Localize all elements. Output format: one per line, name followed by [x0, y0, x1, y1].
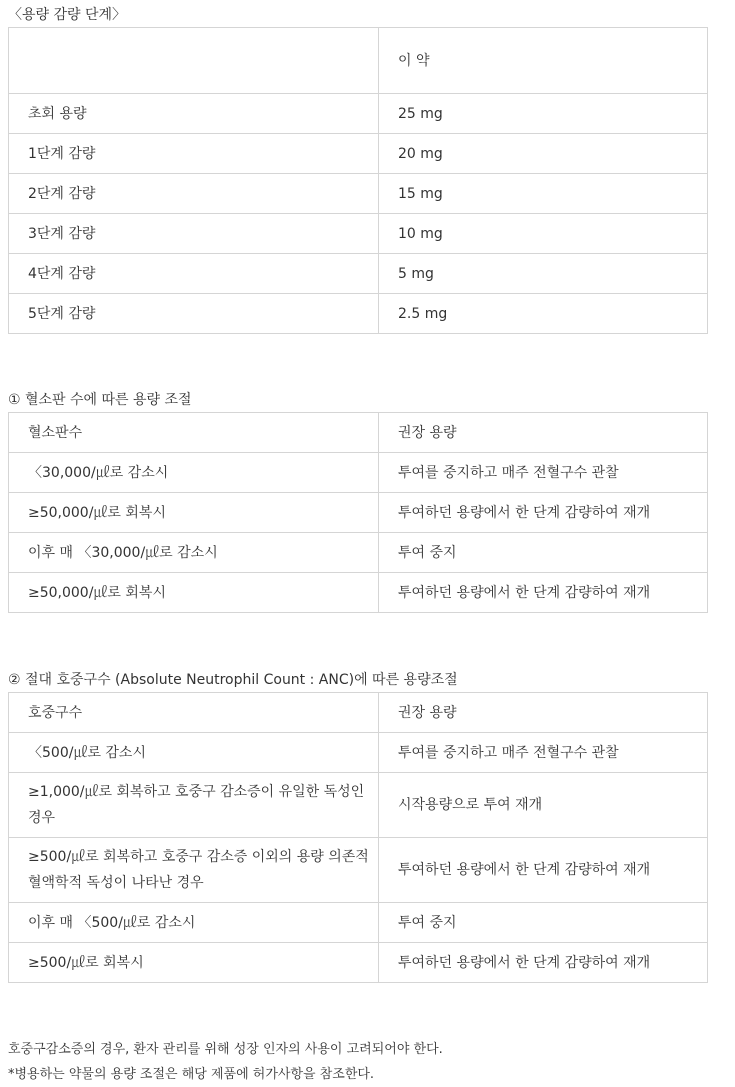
- step-label: 5단계 감량: [9, 294, 379, 334]
- note-concomitant: *병용하는 약물의 용량 조절은 해당 제품에 허가사항을 참조한다.: [8, 1067, 375, 1082]
- table-header-row: [9, 693, 708, 733]
- table-row: [9, 134, 708, 174]
- table-row: [9, 733, 708, 773]
- step-label: 1단계 감량: [9, 134, 379, 174]
- dose-cell: 시작용량으로 투여 재개: [379, 773, 708, 838]
- table-row: [9, 903, 708, 943]
- platelet-table: [8, 412, 708, 613]
- header-cell: 권장 용량: [379, 413, 708, 453]
- table-header-row: [9, 28, 708, 94]
- step-label: 4단계 감량: [9, 254, 379, 294]
- condition-cell: ≥50,000/㎕로 회복시: [9, 573, 379, 613]
- step-dose: 20 mg: [379, 134, 708, 174]
- step-label: 2단계 감량: [9, 174, 379, 214]
- dose-steps-caption: 〈용량 감량 단계〉: [8, 7, 127, 23]
- anc-caption: ② 절대 호중구수 (Absolute Neutrophil Count : ANC)에 따른 용량조절: [8, 672, 458, 688]
- header-cell: 이 약: [379, 28, 708, 94]
- step-dose: 15 mg: [379, 174, 708, 214]
- condition-cell: 이후 매 〈30,000/㎕로 감소시: [9, 533, 379, 573]
- step-dose: 5 mg: [379, 254, 708, 294]
- dose-cell: 투여를 중지하고 매주 전혈구수 관찰: [379, 733, 708, 773]
- table-row: [9, 943, 708, 983]
- table-row: [9, 254, 708, 294]
- condition-cell: 〈500/㎕로 감소시: [9, 733, 379, 773]
- condition-cell: ≥500/㎕로 회복하고 호중구 감소증 이외의 용량 의존적 혈액학적 독성이 나타난 경우: [9, 838, 379, 903]
- dose-cell: 투여하던 용량에서 한 단계 감량하여 재개: [379, 838, 708, 903]
- dose-cell: 투여를 중지하고 매주 전혈구수 관찰: [379, 453, 708, 493]
- condition-cell: ≥500/㎕로 회복시: [9, 943, 379, 983]
- table-row: [9, 453, 708, 493]
- table-row: [9, 294, 708, 334]
- dose-cell: 투여 중지: [379, 533, 708, 573]
- platelet-caption: ① 혈소판 수에 따른 용량 조절: [8, 392, 192, 408]
- dose-cell: 투여하던 용량에서 한 단계 감량하여 재개: [379, 493, 708, 533]
- table-row: [9, 94, 708, 134]
- header-cell: 혈소판수: [9, 413, 379, 453]
- dose-cell: 투여하던 용량에서 한 단계 감량하여 재개: [379, 573, 708, 613]
- step-label: 3단계 감량: [9, 214, 379, 254]
- dose-cell: 투여 중지: [379, 903, 708, 943]
- dose-cell: 투여하던 용량에서 한 단계 감량하여 재개: [379, 943, 708, 983]
- table-row: [9, 174, 708, 214]
- step-label: 초회 용량: [9, 94, 379, 134]
- table-row: [9, 214, 708, 254]
- condition-cell: 이후 매 〈500/㎕로 감소시: [9, 903, 379, 943]
- table-header-row: [9, 413, 708, 453]
- step-dose: 25 mg: [379, 94, 708, 134]
- table-row: [9, 838, 708, 903]
- header-cell: 호중구수: [9, 693, 379, 733]
- header-cell: [9, 28, 379, 94]
- table-row: [9, 493, 708, 533]
- table-row: [9, 533, 708, 573]
- condition-cell: ≥1,000/㎕로 회복하고 호중구 감소증이 유일한 독성인 경우: [9, 773, 379, 838]
- header-cell: 권장 용량: [379, 693, 708, 733]
- table-row: [9, 573, 708, 613]
- step-dose: 2.5 mg: [379, 294, 708, 334]
- dose-steps-table: [8, 27, 708, 334]
- table-row: [9, 773, 708, 838]
- note-growth-factor: 호중구감소증의 경우, 환자 관리를 위해 성장 인자의 사용이 고려되어야 한다.: [8, 1042, 443, 1057]
- step-dose: 10 mg: [379, 214, 708, 254]
- condition-cell: ≥50,000/㎕로 회복시: [9, 493, 379, 533]
- anc-table: [8, 692, 708, 983]
- condition-cell: 〈30,000/㎕로 감소시: [9, 453, 379, 493]
